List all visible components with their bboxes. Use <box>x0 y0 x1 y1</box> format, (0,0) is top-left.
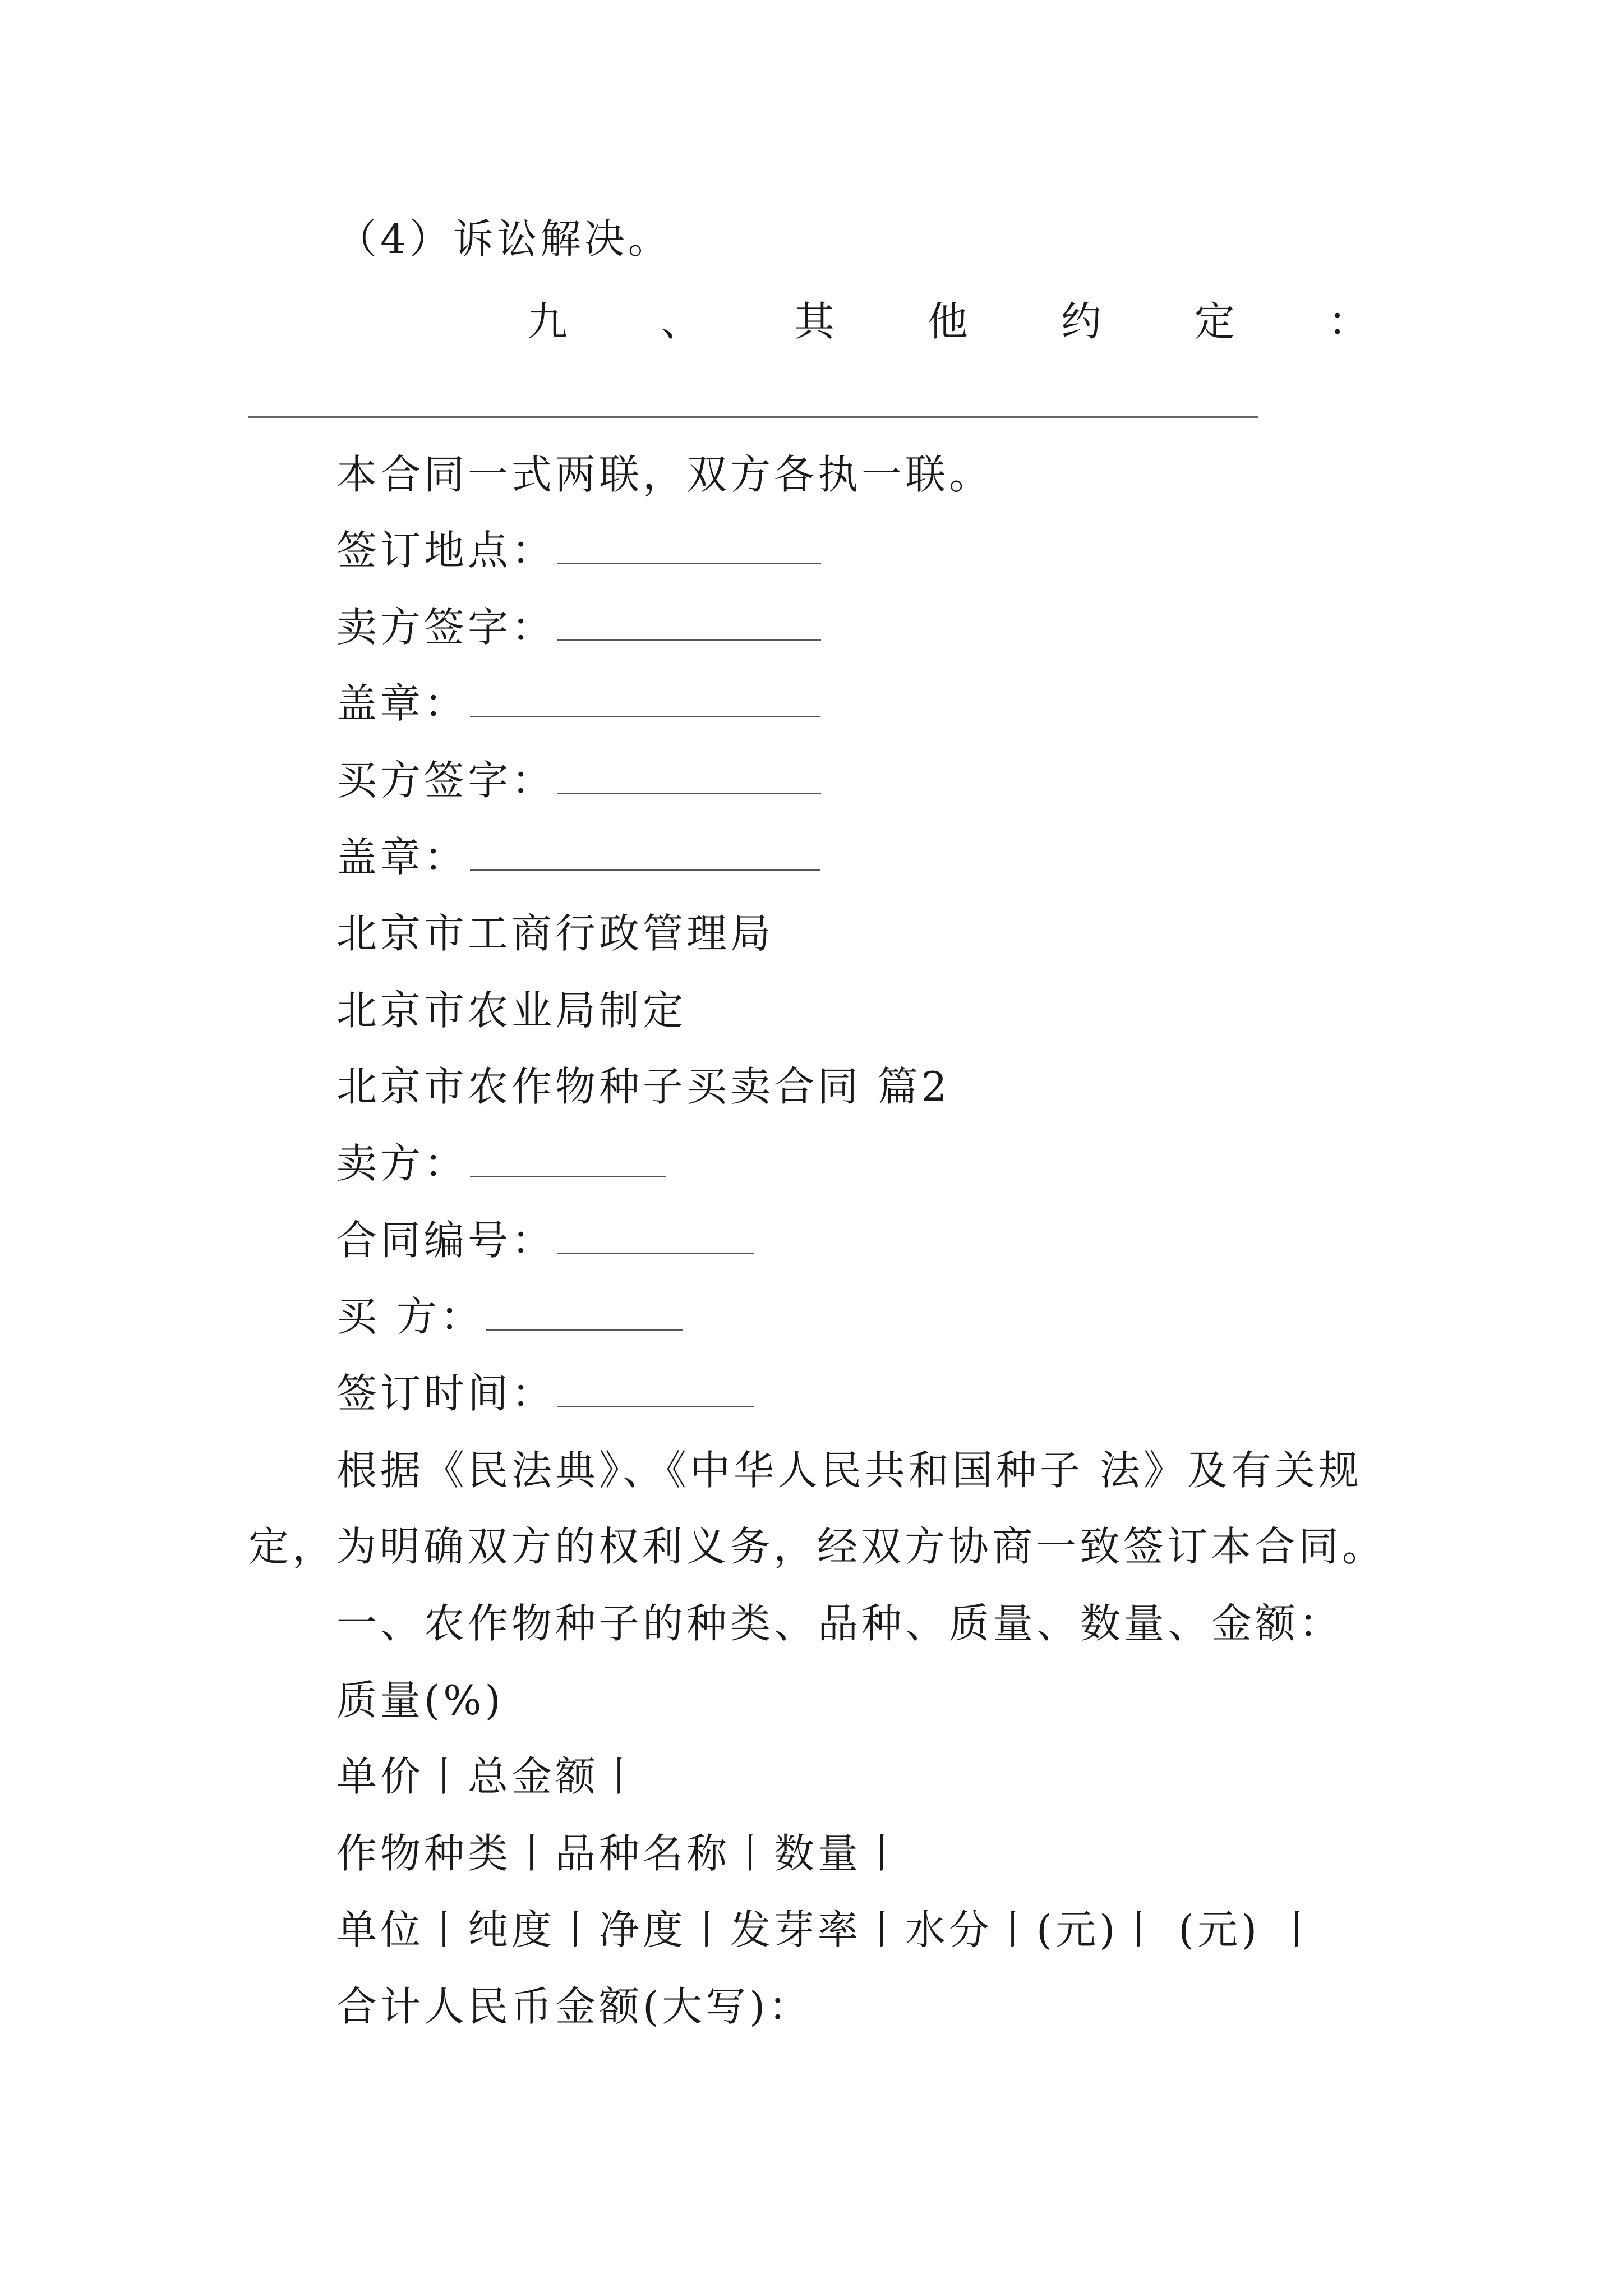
fill-in-line <box>248 416 1258 418</box>
field-label: 买 方： <box>336 1293 484 1340</box>
contract-number-field <box>336 1217 754 1264</box>
signing-time-field <box>336 1370 754 1417</box>
field-blank <box>557 611 821 641</box>
field-blank <box>557 765 821 794</box>
heading-char: 他 <box>927 298 968 345</box>
heading-char: 其 <box>794 298 834 345</box>
buyer-signature-field <box>336 757 821 804</box>
field-label: 买方签字： <box>336 757 556 804</box>
field-blank <box>470 841 820 871</box>
heading-char: 定 <box>1194 298 1235 345</box>
clause-litigation: （4）诉讼解决。 <box>336 215 672 263</box>
table-header-crop: 作物种类丨品种名称丨数量丨 <box>336 1830 906 1877</box>
issuer-line-2: 北京市农业局制定 <box>336 987 687 1034</box>
contract-title: 北京市农作物种子买卖合同 篇2 <box>336 1063 951 1110</box>
field-blank <box>470 1148 666 1177</box>
copies-statement: 本合同一式两联，双方各执一联。 <box>336 451 993 498</box>
table-header-units: 单位丨纯度丨净度丨发芽率丨水分丨(元)丨 (元) 丨 <box>336 1906 1321 1953</box>
heading-char: ： <box>1327 298 1368 345</box>
preamble-line-2: 定，为明确双方的权利义务，经双方协商一致签订本合同。 <box>248 1523 1386 1570</box>
field-blank <box>486 1301 683 1331</box>
table-header-price: 单价丨总金额丨 <box>336 1753 643 1800</box>
buyer-field <box>336 1293 683 1340</box>
heading-char: 、 <box>660 298 701 345</box>
field-label: 盖章： <box>336 680 468 727</box>
issuer-line-1: 北京市工商行政管理局 <box>336 910 774 957</box>
field-label: 盖章： <box>336 834 468 881</box>
heading-other-agreements <box>527 298 1368 345</box>
heading-char: 九 <box>527 298 568 345</box>
table-header-quality: 质量(%) <box>336 1677 504 1724</box>
heading-char: 约 <box>1061 298 1101 345</box>
preamble-line-1: 根据《民法典》、《中华人民共和国种子 法》及有关规 <box>336 1447 1362 1494</box>
seller-field <box>336 1140 666 1187</box>
seller-signature-field <box>336 604 821 651</box>
signing-place-field <box>336 527 821 574</box>
field-blank <box>557 535 821 564</box>
section-1-heading: 一、农作物种子的种类、品种、质量、数量、金额： <box>336 1600 1343 1647</box>
field-label: 卖方签字： <box>336 604 556 651</box>
seller-seal-field <box>336 680 820 727</box>
field-label: 签订时间： <box>336 1370 556 1417</box>
total-amount-label: 合计人民币金额(大写)： <box>336 1983 813 2030</box>
field-label: 签订地点： <box>336 527 556 574</box>
field-blank <box>470 688 820 717</box>
field-blank <box>557 1378 754 1407</box>
buyer-seal-field <box>336 834 820 881</box>
field-label: 合同编号： <box>336 1217 556 1264</box>
field-blank <box>557 1225 754 1254</box>
field-label: 卖方： <box>336 1140 468 1187</box>
